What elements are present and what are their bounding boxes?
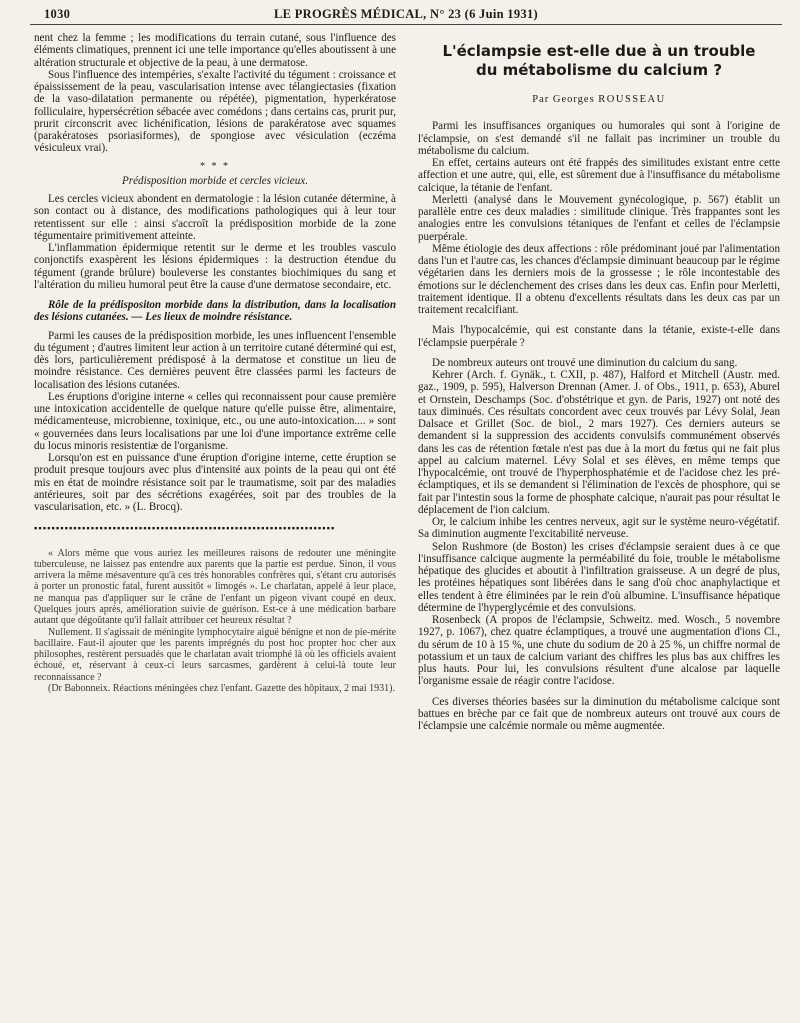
- divider-rule: ▪▪▪▪▪▪▪▪▪▪▪▪▪▪▪▪▪▪▪▪▪▪▪▪▪▪▪▪▪▪▪▪▪▪▪▪▪▪▪▪▪▪▪▪▪▪▪▪▪▪▪▪▪▪▪▪▪▪▪▪▪▪▪▪▪▪▪▪▪: [34, 524, 336, 535]
- paragraph: Les cercles vicieux abondent en dermatologie : la lésion cutanée détermine, à son contact ou à distance, des modifications pathologiques qui à leur tour retentissent sur elle : ainsi s'accroît la prédisposition morbide de la zone tégumentaire primitivement atteinte.: [34, 193, 396, 242]
- right-column: [418, 32, 780, 1015]
- left-column: [34, 32, 396, 1015]
- paragraph: Rosenbeck (A propos de l'éclampsie, Schweitz. med. Wosch., 5 novembre 1927, p. 1067), chez quatre éclamptiques, a trouvé une augmentation d'ions Cl., du sérum de 10 à 15 %, une chute du sodium de 20 à 25 %, un chiffre normal de potassium et un taux de calcium variant des chiffres les plus bas aux chiffres les plus hauts. Pour lui, les convulsions résultent d'une alcalose par laquelle l'organisme essaie de réagir contre l'acidose.: [418, 614, 780, 688]
- paragraph: Parmi les insuffisances organiques ou humorales qui sont à l'origine de l'éclampsie, on s'est demandé s'il ne fallait pas incriminer un trouble du métabolisme du calcium.: [418, 120, 780, 157]
- paragraph: Kehrer (Arch. f. Gynäk., t. CXII, p. 487), Halford et Mitchell (Austr. med. gaz., 1909, p. 595), Halverson Drennan (Amer. J. of Obs., 1911, p. 653), Aburel et Ornstein, Deschamps (Soc. d'obstétrique et gyn. de Paris, 1927) ont noté des taux diminués. Ces résultats concordent avec ceux trouvés par Lévy Solal, Jean Dalsace et Grillet (Soc. de biol., 2 mars 1927). Ces derniers auteurs se demandent si la suppression des accidents convulsifs communément observés dans les cas de rétention fœtale n'est pas due à la mort du fœtus qui ne fait plus appel au calcium maternel. Lévy Solal et ses élèves, en même temps que l'hypocalcémie, ont trouvé de l'hyperphosphatémie et de l'acidose chez les pré-éclamptiques, et ils se demandent si l'élimination de l'excès de phosphore, qui se fait par l'intestin sous la forme de phosphate calcique, n'aurait pas pour résultat le déplacement de l'ion calcium.: [418, 369, 780, 516]
- paragraph: Parmi les causes de la prédisposition morbide, les unes influencent l'ensemble du tégument ; d'autres limitent leur action à un territoire cutané déterminé qui est, dès lors, particulièrement prédisposé à la dermatose et constitue un lieu de moindre résistance. Ces dernières peuvent être classées parmi les facteurs de localisation des lésions cutanées.: [34, 329, 396, 391]
- article-title: [418, 42, 780, 80]
- paragraph: Sous l'influence des intempéries, s'exalte l'activité du tégument : croissance et épaississement de la peau, vascularisation intense avec télangiectasies (fixation de la vaso-dilatation permanente ou répétée), pigmentation, hyperkératose folliculaire, hypersécrétion sébacée avec comédons ; dans certains cas, prurit pur, prurit circonscrit avec lichénification, lésions de parakératose avec squames (parakératoses psoriasiformes), de spongiose avec vésiculation (eczéma vésiculeux vrai).: [34, 68, 396, 155]
- section-ornament: * * *: [200, 160, 230, 172]
- paragraph: L'inflammation épidermique retentit sur le derme et les troubles vasculo conjonctifs exaspèrent les lésions épidermiques : la destruction étendue du tégument (grande brûlure) bouleverse les constantes biochimiques du sang et l'altération du milieu humoral peut être la cause d'une dermatose secondaire, etc.: [34, 242, 396, 291]
- article-title-line: L'éclampsie est-elle due à un trouble: [442, 42, 756, 60]
- author-name: ROUSSEAU: [598, 94, 666, 105]
- anecdote-paragraph: Nullement. Il s'agissait de méningite lymphocytaire aiguë bénigne et non de pie-mérite bacillaire. Faut-il ajouter que les parents imprégnés du post hoc propter hoc cher aux philosophes, restèrent persuadés que le charlatan avait triomphé là où les officiels avaient échoué, et, réservant à ceux-ci leurs sarcasmes, gardèrent à celui-là toute leur reconnaissance ?: [34, 626, 396, 683]
- section-heading: Rôle de la prédispositon morbide dans la distribution, dans la localisation des lésions cutanées. — Les lieux de moindre résistance.: [34, 299, 396, 324]
- section-heading: Prédisposition morbide et cercles vicieux.: [122, 174, 308, 187]
- paragraph: nent chez la femme ; les modifications du terrain cutané, sous l'influence des éléments climatiques, prennent ici une telle importance qu'elles aboutissent à une altération structurale et objective de la peau, à une dermatose.: [34, 32, 396, 69]
- running-header: [30, 6, 782, 25]
- paragraph-gap: [418, 688, 780, 696]
- paragraph: Or, le calcium inhibe les centres nerveux, agit sur le système neuro-végétatif. Sa diminution augmente l'excitabilité nerveuse.: [418, 516, 780, 541]
- paragraph: Même étiologie des deux affections : rôle prédominant joué par l'alimentation dans l'un et l'autre cas, les chances d'éclampsie diminuant beaucoup par le régime végétarien dans les derniers mois de la grossesse ; le rôle incontestable des émotions sur le déclenchement des crises dans les deux cas. Enfin pour Merletti, traitement identique. Il a obtenu d'excellents résultats dans les deux cas par un traitement recalcifiant.: [418, 242, 780, 316]
- byline-prefix: Par Georges: [532, 94, 595, 105]
- paragraph-gap: [418, 316, 780, 324]
- paragraph: En effet, certains auteurs ont été frappés des similitudes existant entre cette affection et une autre, qui, elle, est sûrement due à l'insuffisance du métabolisme calcique, la tétanie de l'enfant.: [418, 157, 780, 194]
- paragraph: Mais l'hypocalcémie, qui est constante dans la tétanie, existe-t-elle dans l'éclampsie puerpérale ?: [418, 324, 780, 349]
- article-byline: [418, 94, 780, 106]
- anecdote-citation: (Dr Babonneix. Réactions méningées chez l'enfant. Gazette des hôpitaux, 2 mai 1931).: [48, 683, 395, 695]
- article-title-line: du métabolisme du calcium ?: [475, 61, 723, 79]
- journal-running-head: LE PROGRÈS MÉDICAL, N° 23 (6 Juin 1931): [274, 7, 538, 21]
- page-number: 1030: [44, 7, 71, 21]
- paragraph: De nombreux auteurs ont trouvé une diminution du calcium du sang.: [432, 356, 738, 369]
- paragraph-gap: [418, 349, 780, 357]
- paragraph: Merletti (analysé dans le Mouvement gynécologique, p. 567) établit un parallèle entre ces deux maladies : similitude clinique. Très frappantes sont les analogies entre les convulsions tétaniques de l'enfant et celles de l'éclampsie puerpérale.: [418, 193, 780, 243]
- paragraph: Lorsqu'on est en puissance d'une éruption d'origine interne, cette éruption se produit presque toujours avec plus d'intensité aux points de la peau qui ont été mis en état de moindre résistance soit par le traumatisme, soit par des maladies antérieures, soit par des sécrétions exagérées, soit par des troubles de la vascularisation, etc. » (L. Brocq).: [34, 452, 396, 513]
- anecdote-paragraph: « Alors même que vous auriez les meilleures raisons de redouter une méningite tuberculeuse, ne laissez pas entendre aux parents que la partie est perdue. Sinon, il vous arrivera la même mésaventure qu'à ces très honorables confrères qui, s'étant cru autorisés à porter un pronostic fatal, furent aussitôt « limogés ». Le charlatan, appelé à leur place, ne manqua pas d'appliquer sur le crâne de l'enfant un pigeon vivant coupé en deux. Quelques jours après, amélioration suivie de guérison. Est-ce à une médication barbare autant que dégoûtante qu'il fallait attribuer cet heureux résultat ?: [34, 547, 396, 627]
- paragraph: Selon Rushmore (de Boston) les crises d'éclampsie seraient dues à ce que l'insuffisance calcique augmente la perméabilité du foie, trouble le métabolisme hépatique des glucides et aboutit à l'infiltration graisseuse. A un degré de plus, les protéines hépatiques sont libérées dans le sang d'où choc anaphylactique et elles tendent à être éliminées par le rein d'où albumine. L'insuffisance hépatique détermine de l'hyperglycémie et des convulsions.: [418, 540, 780, 614]
- paragraph: Les éruptions d'origine interne « celles qui reconnaissent pour cause première une intoxication accidentelle de quelque nature qu'elle puisse être, alimentaire, médicamenteuse, microbienne, toxinique, etc., ou une auto-intoxication.... » sont « gouvernées dans leurs localisations par une loi d'une importance extrême celle du locus minoris resistentiæ de l'organisme.: [34, 390, 396, 452]
- paragraph: Ces diverses théories basées sur la diminution du métabolisme calcique sont battues en brèche par ce fait que de nombreux auteurs ont trouvé aux cours de l'éclampsie une calcémie normale ou même augmentée.: [418, 695, 780, 732]
